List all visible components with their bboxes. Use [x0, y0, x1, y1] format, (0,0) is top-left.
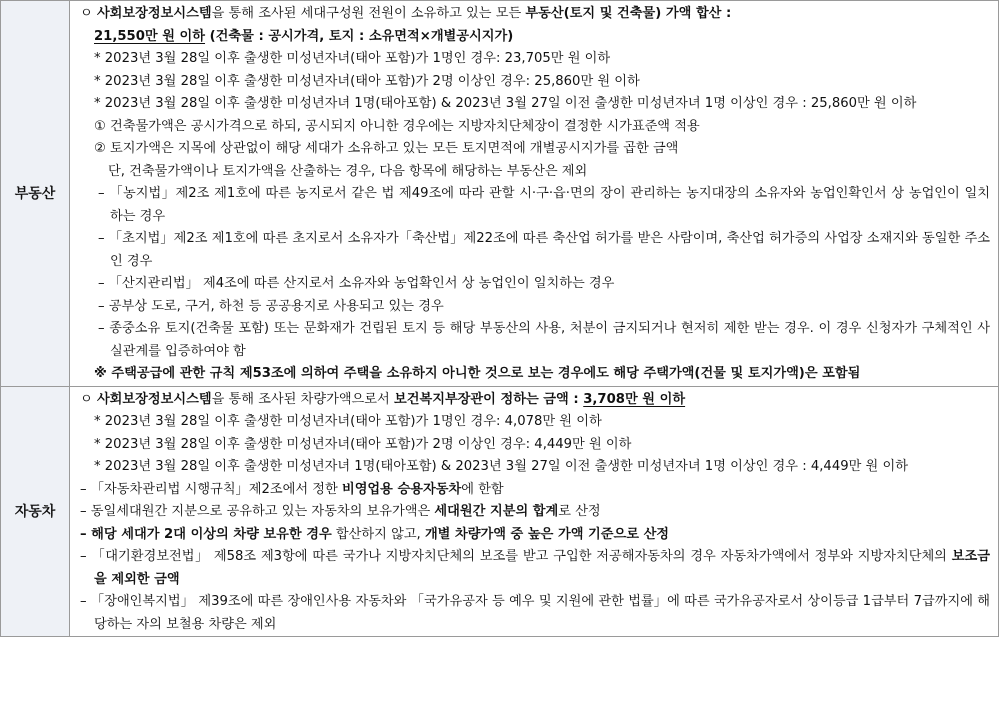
text-run: – 「자동차관리법 시행규칙」제2조에서 정한 [80, 481, 342, 497]
content-line [80, 296, 990, 319]
text-run: * 2023년 3월 28일 이후 출생한 미성년자녀(태아 포함)가 2명 이상인 경우: 4,449만 원 이하 [94, 436, 632, 452]
content-line [80, 591, 990, 636]
content-line [80, 524, 990, 547]
text-run: ② 토지가액은 지목에 상관없이 해당 세대가 소유하고 있는 모든 토지면적에 개별공시지가를 곱한 금액 [94, 141, 679, 156]
content-line [80, 183, 990, 228]
text-run: 로 산정 [558, 504, 601, 519]
text-run: * 2023년 3월 28일 이후 출생한 미성년자녀(태아 포함)가 2명 이상인 경우: 25,860만 원 이하 [94, 73, 640, 89]
content-line [80, 434, 990, 457]
text-run: * 2023년 3월 28일 이후 출생한 미성년자녀 1명(태아포함) & 2023년 3월 27일 이전 출생한 미성년자녀 1명 이상인 경우 : 25,860만 원 이하 [94, 96, 917, 111]
content-line [80, 389, 990, 412]
content-vehicle [70, 386, 999, 637]
content-line [80, 456, 990, 479]
text-run: 비영업용 승용자동차 [341, 481, 462, 497]
text-run: 을 통해 조사된 차량가액으로서 [211, 391, 394, 407]
content-line [80, 273, 990, 296]
text-run: – 「농지법」제2조 제1호에 따른 농지로서 같은 법 제49조에 따라 관할 시·구·읍·면의 장이 관리하는 농지대장의 소유자와 농업인확인서 상 농업인이 일치하는 경우 [98, 186, 990, 224]
content-line [80, 546, 990, 591]
row-vehicle [1, 386, 999, 637]
content-line [80, 228, 990, 273]
text-run: 에 한함 [461, 481, 504, 497]
text-run: 보조금을 제외한 금액 [94, 549, 990, 587]
text-run: ㅇ [80, 391, 97, 407]
text-run: – 「초지법」제2조 제1호에 따른 초지로서 소유자가「축산법」제22조에 따른 축산업 허가를 받은 사람이며, 축산업 허가증의 사업장 소재지와 동일한 주소인 경우 [98, 231, 990, 269]
text-run: – 종중소유 토지(건축물 포함) 또는 문화재가 건립된 토지 등 해당 부동산의 사용, 처분이 금지되거나 현저히 제한 받는 경우. 이 경우 신청자가 구체적인 사실관계를 입증하여야 함 [98, 321, 990, 359]
text-run: * 2023년 3월 28일 이후 출생한 미성년자녀 1명(태아포함) & 2023년 3월 27일 이전 출생한 미성년자녀 1명 이상인 경우 : 4,449만 원 이하 [94, 459, 908, 474]
content-line [80, 26, 990, 49]
text-run: – 「장애인복지법」 제39조에 따른 장애인사용 자동차와 「국가유공자 등 예우 및 지원에 관한 법률」에 따른 국가유공자로서 상이등급 1급부터 7급까지에 해당하는 자의 보철용 차량은 제외 [80, 594, 990, 632]
text-run: 합산하지 않고, [331, 526, 425, 542]
row-label-vehicle: 자동차 [1, 386, 70, 637]
content-line [80, 501, 990, 524]
text-run: 부동산(토지 및 건축물) 가액 합산 : [525, 6, 732, 21]
text-run: 사회보장정보시스템 [96, 6, 212, 21]
text-run: ㅇ [80, 6, 97, 21]
content-line [80, 48, 990, 71]
content-line [80, 479, 990, 502]
text-run: – 공부상 도로, 구거, 하천 등 공공용지로 사용되고 있는 경우 [98, 298, 444, 314]
content-line [80, 138, 990, 161]
text-run: – 「산지관리법」 제4조에 따른 산지로서 소유자와 농업확인서 상 농업인이 일치하는 경우 [98, 276, 615, 291]
content-line [80, 71, 990, 94]
text-run: 21,550만 원 이하 [94, 28, 206, 44]
content-line [80, 411, 990, 434]
content-line [80, 363, 990, 386]
text-run: – 동일세대원간 지분으로 공유하고 있는 자동차의 보유가액은 [80, 504, 435, 519]
text-run: * 2023년 3월 28일 이후 출생한 미성년자녀(태아 포함)가 1명인 경우: 23,705만 원 이하 [94, 51, 611, 66]
content-line [80, 93, 990, 116]
text-run: 세대원간 지분의 합계 [434, 504, 559, 519]
text-run: 개별 차량가액 중 높은 가액 기준으로 산정 [424, 526, 670, 542]
text-run: (건축물 : 공시가격, 토지 : 소유면적×개별공시지가) [205, 28, 514, 44]
content-line [80, 116, 990, 139]
row-real-estate [1, 1, 999, 387]
text-run: – 해당 세대가 2대 이상의 차량 보유한 경우 [80, 526, 332, 542]
content-line [80, 318, 990, 363]
content-real-estate [70, 1, 999, 387]
text-run: – 「대기환경보전법」 제58조 제3항에 따른 국가나 지방자치단체의 보조를 받고 구입한 저공해자동차의 경우 자동차가액에서 정부와 지방자치단체의 [80, 549, 952, 564]
content-line [80, 3, 990, 26]
text-run: * 2023년 3월 28일 이후 출생한 미성년자녀(태아 포함)가 1명인 경우: 4,078만 원 이하 [94, 414, 602, 429]
text-run: 사회보장정보시스템 [96, 391, 212, 407]
text-run: 3,708만 원 이하 [583, 391, 686, 407]
text-run: ※ 주택공급에 관한 규칙 제53조에 의하여 주택을 소유하지 아니한 것으로 보는 경우에도 해당 주택가액(건물 및 토지가액)은 포함됨 [94, 366, 861, 381]
text-run: ① 건축물가액은 공시가격으로 하되, 공시되지 아니한 경우에는 지방자치단체장이 결정한 시가표준액 적용 [94, 118, 700, 134]
row-label-real-estate: 부동산 [1, 1, 70, 387]
text-run: 보건복지부장관이 정하는 금액 : [393, 391, 584, 407]
text-run: 단, 건축물가액이나 토지가액을 산출하는 경우, 다음 항목에 해당하는 부동산은 제외 [108, 163, 588, 179]
content-line [80, 161, 990, 184]
text-run: 을 통해 조사된 세대구성원 전원이 소유하고 있는 모든 [211, 6, 526, 21]
